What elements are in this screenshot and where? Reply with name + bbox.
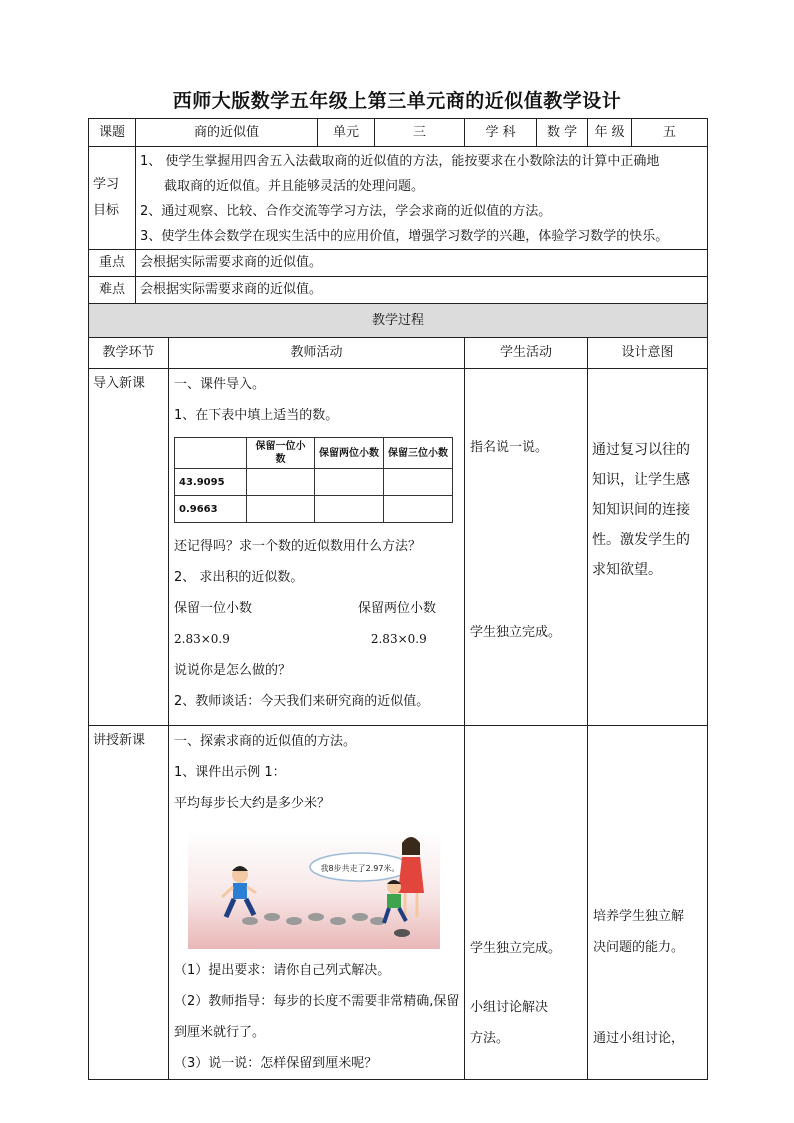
process-header-row: [89, 338, 708, 369]
topic-label: 课题: [89, 119, 136, 147]
objectives-row: [89, 147, 708, 250]
grade-label: 年 级: [588, 119, 632, 147]
fill-table-number: 0.9663: [175, 496, 247, 523]
objective-item: 截取商的近似值。并且能够灵活的处理问题。: [164, 179, 425, 194]
col-student: 学生活动: [465, 338, 588, 369]
calc-left-expr: 2.83×0.9: [174, 632, 230, 646]
lesson-plan-table: [88, 118, 708, 1080]
unit-value: 三: [375, 119, 465, 147]
calc-exprs: [174, 624, 460, 655]
unit-label: 单元: [318, 119, 375, 147]
teach-line: 一、探索求商的近似值的方法。: [174, 734, 357, 749]
fill-table-header-cell: 保留三位小数: [384, 438, 453, 469]
objectives-label: [89, 147, 136, 250]
intro-tail: 说说你是怎么做的？: [174, 663, 292, 678]
teach-student-note: 方法。: [470, 1031, 510, 1046]
fill-table-cell[interactable]: [384, 496, 453, 523]
fill-table-corner: [175, 438, 247, 469]
teach-step: 到厘米就行了。: [174, 1025, 266, 1040]
fill-table-cell[interactable]: [384, 469, 453, 496]
intro-stage: 导入新课: [89, 369, 169, 726]
teach-step: （3）说一说：怎样保留到厘米呢？: [174, 1056, 378, 1071]
intro-line: 一、课件导入。: [174, 377, 266, 392]
intro-student-activity: [465, 369, 588, 726]
objective-item: 1、 使学生掌握用四舍五入法截取商的近似值的方法，能按要求在小数除法的计算中正确地: [140, 154, 660, 169]
calc-left-label: 保留一位小数: [174, 601, 253, 616]
teach-step: （2）教师指导：每步的长度不需要非常精确,保留: [174, 994, 460, 1009]
intent-line: 通过复习以往的: [592, 442, 691, 458]
teach-step: （1）提出要求：请你自己列式解决。: [174, 963, 391, 978]
intent-line: 性。激发学生的: [592, 532, 691, 548]
intent-line: 知知识间的连接: [592, 502, 691, 518]
intro-row: [89, 369, 708, 726]
objectives-label-line2: 目标: [93, 203, 120, 218]
fill-table-row: [175, 496, 453, 523]
difficulty-label: 难点: [89, 277, 136, 304]
grade-value: 五: [632, 119, 708, 147]
document-title: 西师大版数学五年级上第三单元商的近似值教学设计: [172, 90, 622, 112]
teach-student-activity: [465, 726, 588, 1080]
fill-table-header-cell: 保留一位小数: [247, 438, 315, 469]
teach-student-note: 学生独立完成。: [470, 941, 562, 956]
col-stage: 教学环节: [89, 338, 169, 369]
calc-right-expr: 2.83×0.9: [370, 632, 427, 646]
fill-table-header: [175, 438, 453, 469]
keypoint-value: 会根据实际需要求商的近似值。: [136, 250, 708, 277]
calc-right-label: 保留两位小数: [358, 601, 437, 616]
teach-line: 1、课件出示例 1：: [174, 765, 286, 780]
subject-value: 数 学: [537, 119, 588, 147]
difficulty-row: [89, 277, 708, 304]
difficulty-value: 会根据实际需要求商的近似值。: [136, 277, 708, 304]
fill-table-cell[interactable]: [247, 469, 315, 496]
fill-table-cell[interactable]: [315, 469, 384, 496]
header-row: [89, 119, 708, 147]
col-intent: 设计意图: [588, 338, 708, 369]
intro-student-note: 学生独立完成。: [470, 625, 562, 640]
intro-task: 2、 求出积的近似数。: [174, 570, 304, 585]
walking-children-picture: [188, 821, 440, 949]
topic-value: 商的近似值: [136, 119, 318, 147]
teach-intent-line: 通过小组讨论，: [593, 1031, 685, 1046]
teach-row: [89, 726, 708, 1080]
fill-table-cell[interactable]: [315, 496, 384, 523]
intro-line: 1、在下表中填上适当的数。: [174, 408, 339, 423]
intent-line: 知识，让学生感: [592, 472, 691, 488]
fill-table-row: [175, 469, 453, 496]
intro-intent: [588, 369, 708, 726]
objective-item: 3、使学生体会数学在现实生活中的应用价值，增强学习数学的兴趣，体验学习数学的快乐。: [140, 229, 669, 244]
example-illustration: [188, 821, 440, 949]
process-title-row: [89, 304, 708, 338]
process-title: 教学过程: [89, 304, 708, 338]
teach-student-note: 小组讨论解决: [470, 1000, 549, 1015]
calc-labels: [174, 593, 460, 624]
fill-table-header-cell: 保留两位小数: [315, 438, 384, 469]
fill-table-cell[interactable]: [247, 496, 315, 523]
teach-teacher-activity: [169, 726, 465, 1080]
subject-label: 学 科: [465, 119, 537, 147]
keypoint-label: 重点: [89, 250, 136, 277]
teach-intent: [588, 726, 708, 1080]
col-teacher: 教师活动: [169, 338, 465, 369]
intro-tail: 2、教师谈话：今天我们来研究商的近似值。: [174, 694, 430, 709]
fill-table-number: 43.9095: [175, 469, 247, 496]
intro-teacher-activity: [169, 369, 465, 726]
teach-line: 平均每步长大约是多少米？: [174, 796, 331, 811]
intro-student-note: 指名说一说。: [470, 440, 549, 455]
objectives-content: [136, 147, 708, 250]
teach-stage: 讲授新课: [89, 726, 169, 1080]
intent-line: 求知欲望。: [592, 562, 663, 578]
intro-question: 还记得吗？求一个数的近似数用什么方法？: [174, 539, 422, 554]
objectives-label-line1: 学习: [93, 177, 120, 192]
teach-intent-line: 决问题的能力。: [593, 940, 685, 955]
teach-intent-line: 培养学生独立解: [593, 909, 685, 924]
keypoint-row: [89, 250, 708, 277]
fill-in-table: [174, 437, 453, 523]
objective-item: 2、通过观察、比较、合作交流等学习方法，学会求商的近似值的方法。: [140, 204, 552, 219]
speech-bubble-text: 我8步共走了2.97米。: [320, 864, 400, 873]
